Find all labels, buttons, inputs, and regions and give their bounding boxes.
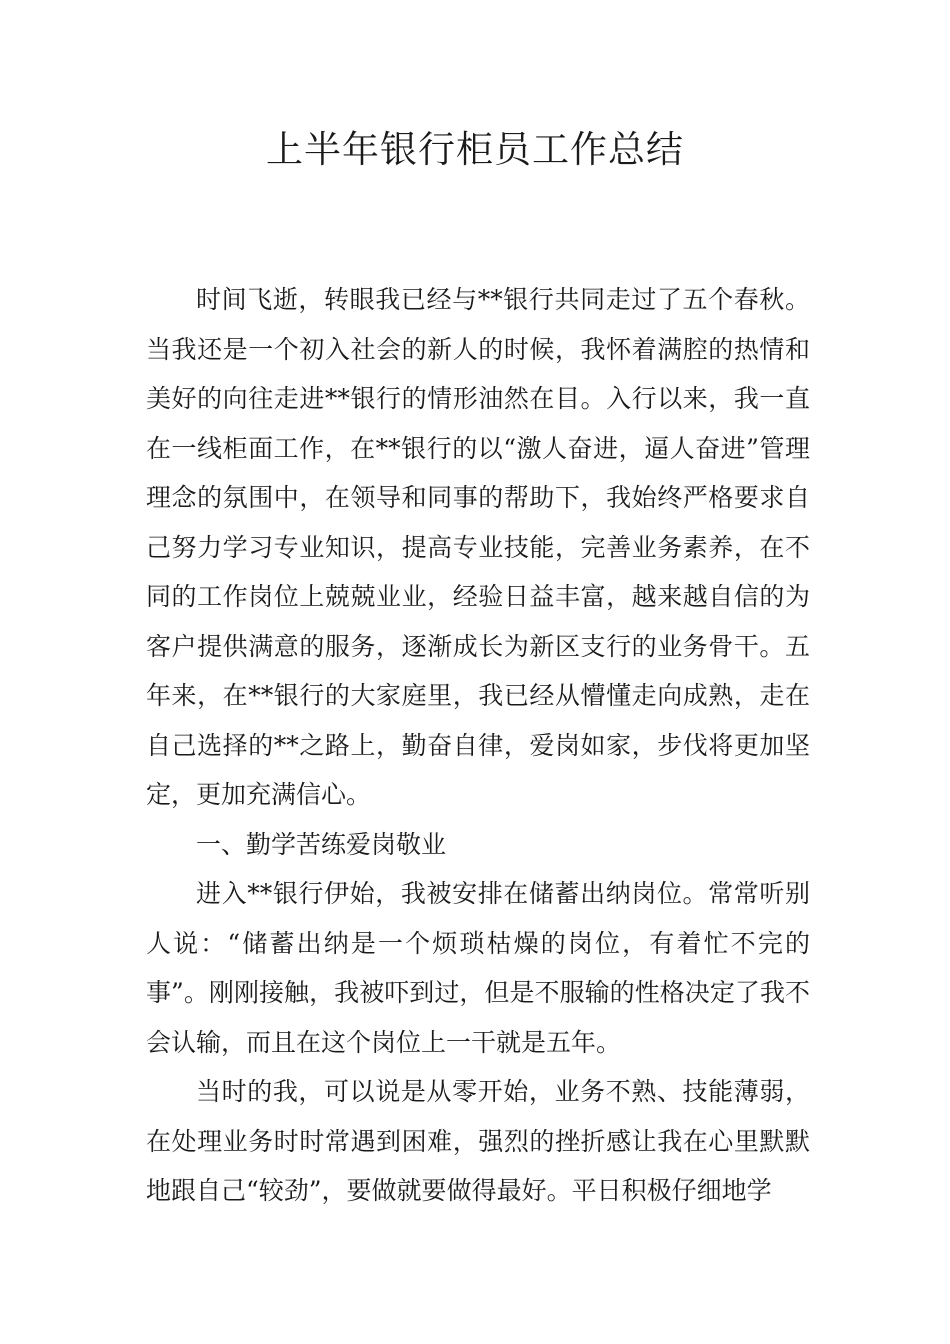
paragraph-section-2: 当时的我，可以说是从零开始，业务不熟、技能薄弱，在处理业务时时常遇到困难，强烈的挫折感让我在心里默默地跟自己“较劲”，要做就要做得最好。平日积极仔细地学 — [146, 1077, 810, 1205]
paragraph-section-1: 进入**银行伊始，我被安排在储蓄出纳岗位。常常听别人说：“储蓄出纳是一个烦琐枯燥的岗位，有着忙不完的事”。刚刚接触，我被吓到过，但是不服输的性格决定了我不会认输，而且在这个岗位上一干就是五年。 — [146, 879, 810, 1057]
document-title: 上半年银行柜员工作总结 — [266, 128, 684, 171]
document-body — [146, 275, 810, 1216]
paragraph-intro: 时间飞逝，转眼我已经与**银行共同走过了五个春秋。当我还是一个初入社会的新人的时候，我怀着满腔的热情和美好的向往走进**银行的情形油然在目。入行以来，我一直在一线柜面工作，在**银行的以“激人奋进，逼人奋进”管理理念的氛围中，在领导和同事的帮助下，我始终严格要求自己努力学习专业知识，提高专业技能，完善业务素养，在不同的工作岗位上兢兢业业，经验日益丰富，越来越自信的为客户提供满意的服务，逐渐成长为新区支行的业务骨干。五年来，在**银行的大家庭里，我已经从懵懂走向成熟，走在自己选择的**之路上，勤奋自律，爱岗如家，步伐将更加坚定，更加充满信心。 — [146, 285, 810, 809]
section-heading: 一、勤学苦练爱岗敬业 — [196, 829, 447, 859]
